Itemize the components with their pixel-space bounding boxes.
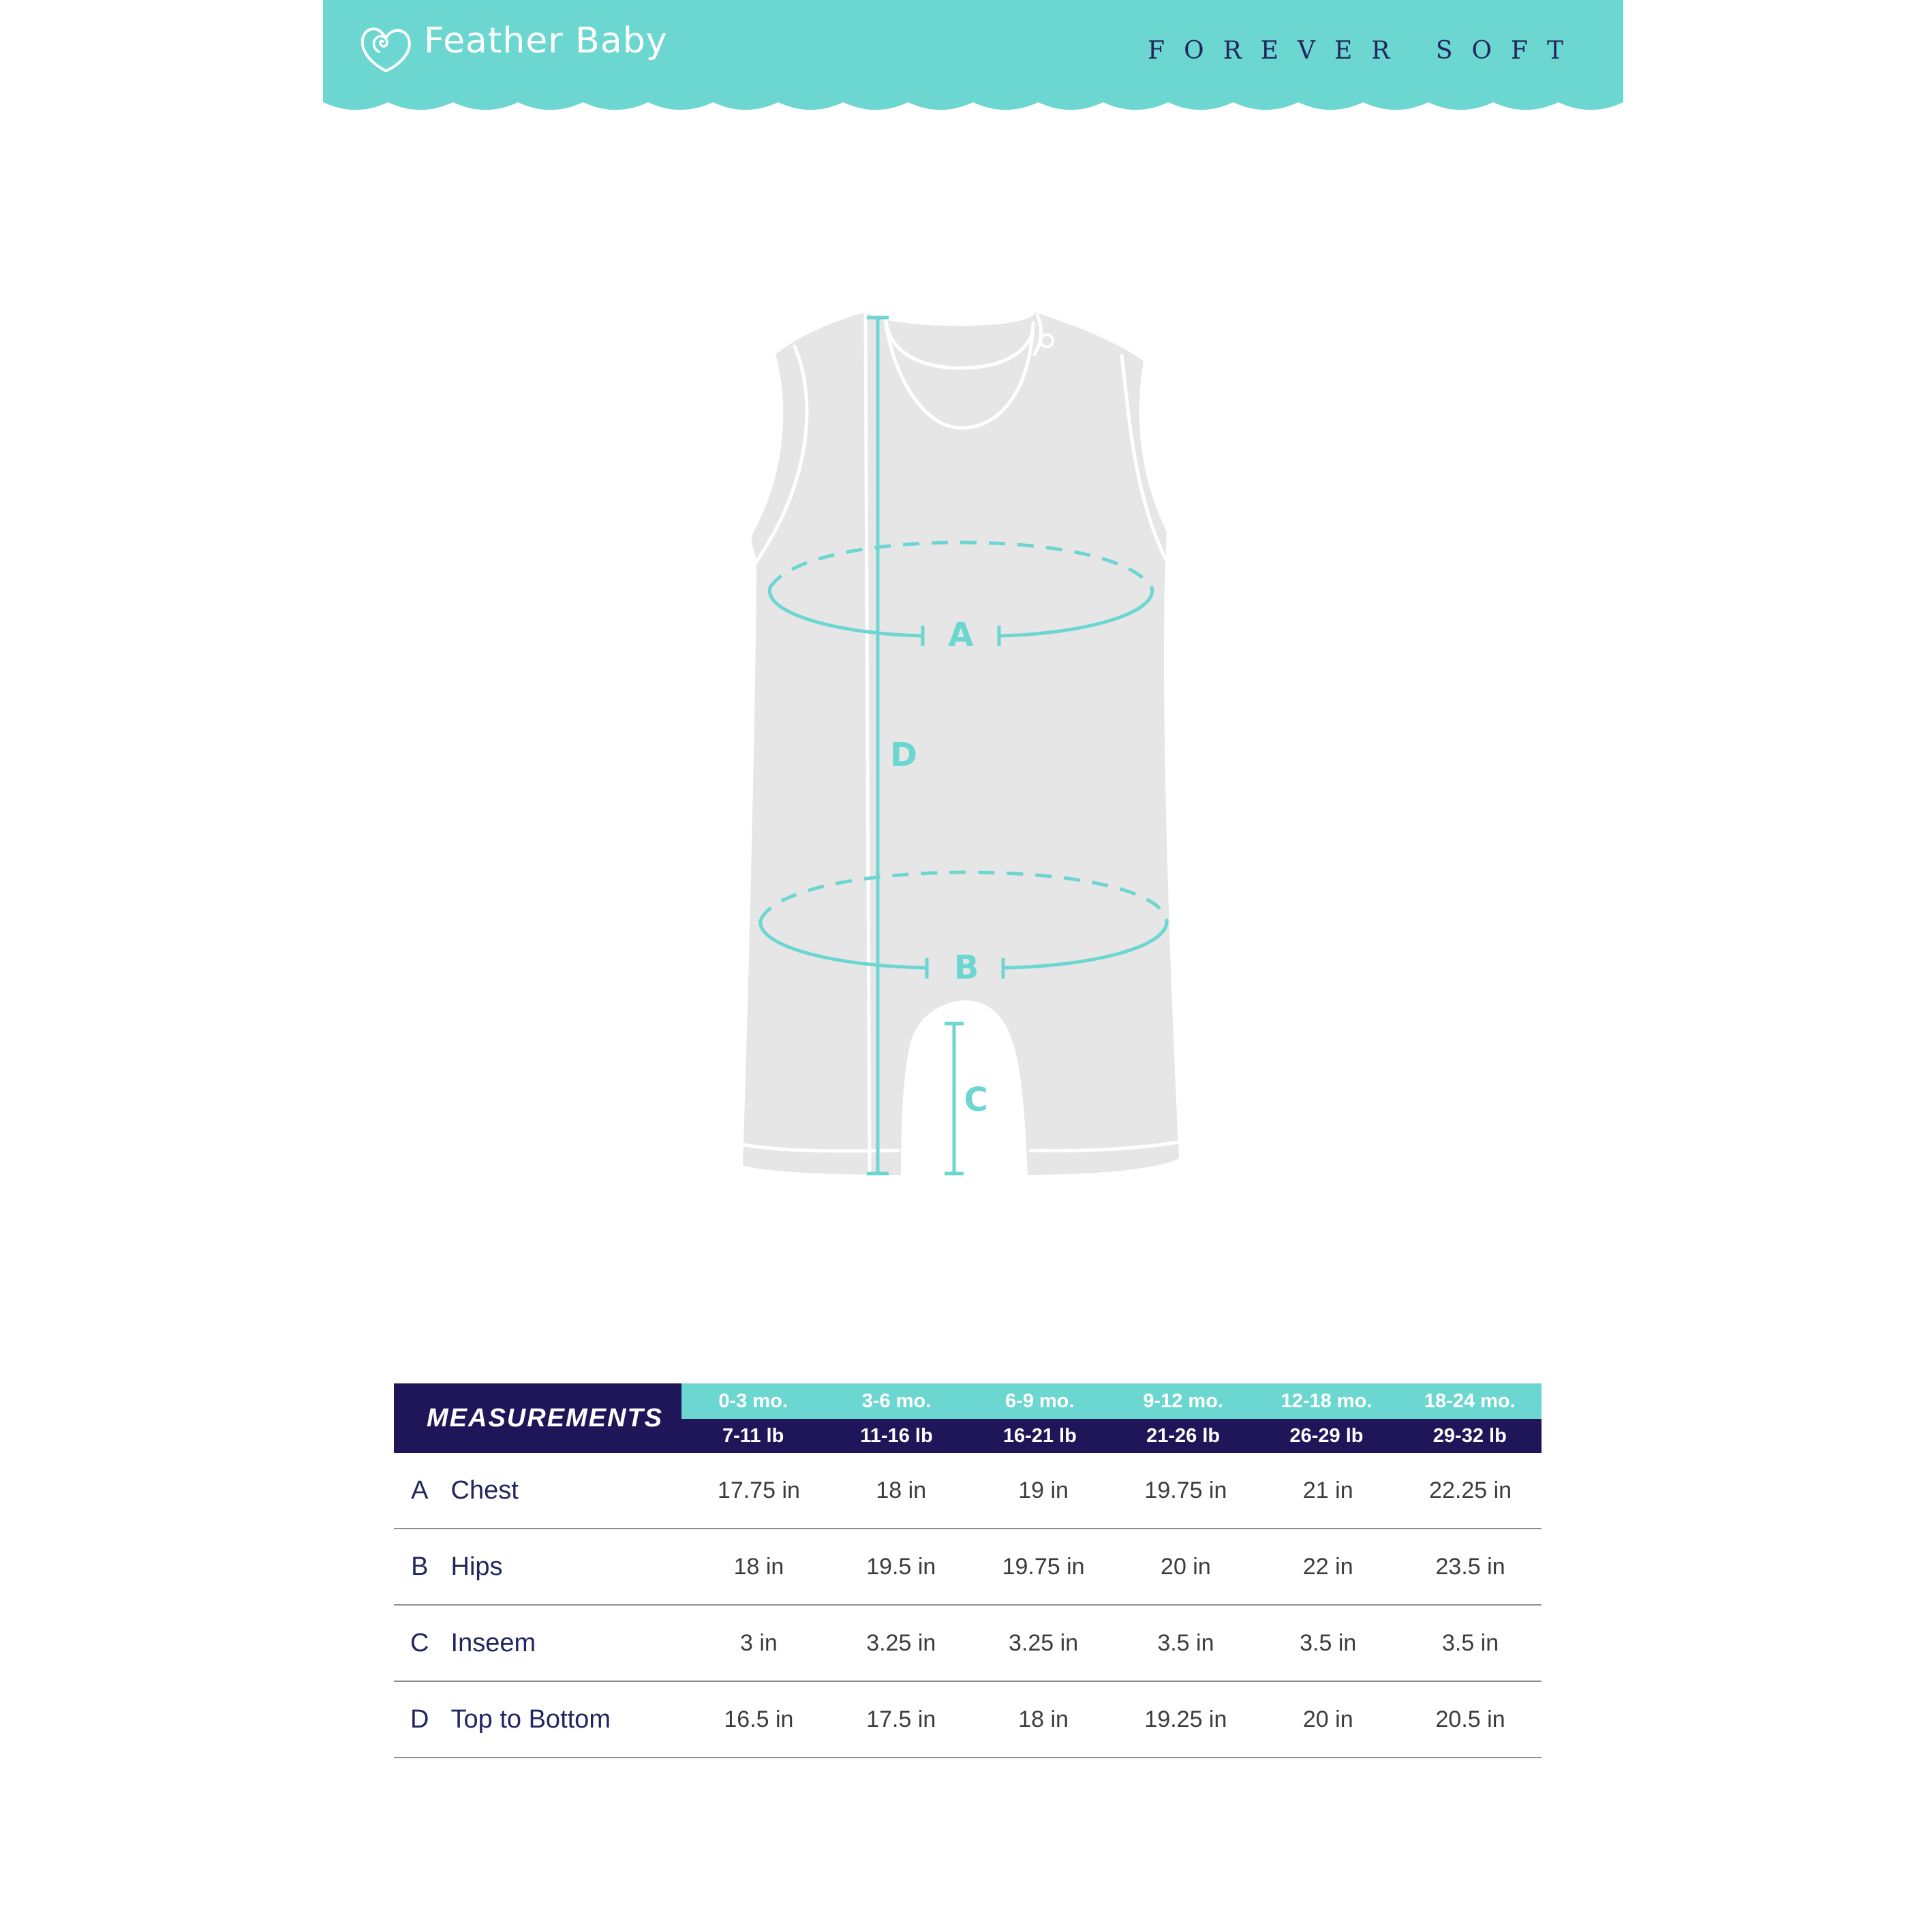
table-header (394, 1383, 1542, 1453)
row-label: Inseem (450, 1628, 536, 1657)
brand-name: Feather Baby (424, 20, 668, 61)
measurement-value: 3.5 in (1441, 1629, 1499, 1656)
table-row (394, 1606, 1542, 1682)
row-letter: D (410, 1704, 429, 1734)
measurement-value: 17.5 in (866, 1706, 936, 1732)
label-a: A (948, 616, 974, 654)
size-weight-label: 26-29 lb (1289, 1424, 1364, 1447)
measurement-value: 20 in (1302, 1706, 1353, 1732)
label-c: C (964, 1081, 988, 1119)
table-title: MEASUREMENTS (394, 1383, 681, 1453)
size-weight-label: 11-16 lb (860, 1424, 933, 1447)
table-row (394, 1453, 1542, 1529)
measurement-value: 20 in (1161, 1553, 1211, 1580)
row-letter: B (411, 1552, 429, 1581)
row-letter: A (411, 1475, 429, 1505)
size-age-label: 6-9 mo. (1005, 1390, 1075, 1412)
size-age-label: 3-6 mo. (861, 1390, 932, 1412)
measurement-value: 3.5 in (1157, 1629, 1214, 1656)
size-age-label: 0-3 mo. (718, 1390, 788, 1412)
measurement-value: 3.5 in (1300, 1629, 1357, 1656)
row-values (688, 1554, 1542, 1580)
row-values (688, 1477, 1542, 1504)
measurement-value: 16.5 in (724, 1706, 794, 1732)
size-weight-label: 7-11 lb (722, 1424, 784, 1447)
row-values (688, 1630, 1542, 1657)
romper-silhouette (743, 312, 1179, 1175)
measurement-value: 18 in (876, 1477, 927, 1503)
measurement-value: 3 in (740, 1629, 778, 1656)
measurement-value: 19.25 in (1144, 1706, 1227, 1732)
measurement-value: 3.25 in (1009, 1629, 1079, 1656)
table-row (394, 1682, 1542, 1758)
size-age-label: 9-12 mo. (1143, 1390, 1223, 1412)
measurements-table (394, 1383, 1542, 1758)
measurement-value: 22 in (1302, 1553, 1353, 1580)
table-row (394, 1529, 1542, 1606)
measurement-value: 21 in (1302, 1477, 1353, 1503)
measurement-value: 19.75 in (1144, 1477, 1227, 1503)
size-weight-row (681, 1419, 1542, 1453)
measurement-value: 18 in (1018, 1706, 1069, 1732)
measurement-value: 23.5 in (1435, 1553, 1505, 1580)
row-letter: C (410, 1628, 429, 1657)
row-label: Top to Bottom (450, 1704, 611, 1734)
measurement-value: 20.5 in (1435, 1706, 1505, 1732)
measurement-value: 3.25 in (866, 1629, 936, 1656)
measurement-value: 18 in (733, 1553, 784, 1580)
size-age-row (681, 1383, 1542, 1419)
size-age-label: 18-24 mo. (1424, 1390, 1516, 1412)
brand-tagline: FOREVER SOFT (1148, 37, 1582, 65)
row-label: Chest (450, 1475, 519, 1505)
size-weight-label: 16-21 lb (1002, 1424, 1077, 1447)
measurement-value: 19 in (1018, 1477, 1069, 1503)
size-age-label: 12-18 mo. (1281, 1390, 1373, 1412)
size-weight-label: 29-32 lb (1432, 1424, 1507, 1447)
label-d: D (890, 736, 917, 774)
measurement-value: 19.5 in (866, 1553, 936, 1580)
label-b: B (953, 949, 979, 987)
measurement-value: 22.25 in (1429, 1477, 1512, 1503)
size-weight-label: 21-26 lb (1146, 1424, 1221, 1447)
table-body (394, 1453, 1542, 1758)
row-values (688, 1706, 1542, 1733)
row-label: Hips (450, 1552, 503, 1581)
measurement-value: 17.75 in (717, 1477, 800, 1503)
measurement-value: 19.75 in (1002, 1553, 1085, 1580)
